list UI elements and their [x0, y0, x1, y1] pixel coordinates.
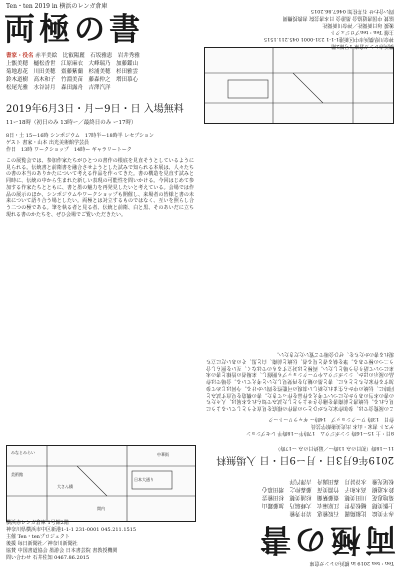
- venue-map: [6, 445, 196, 522]
- map-label: 大さん橋: [57, 484, 73, 489]
- venue-map: [204, 47, 394, 124]
- top-header-note: Ten・ten 2019 in 横浜のレンガ倉庫: [309, 560, 394, 566]
- venue-name: 横浜赤レンガ倉庫 1号館2階: [331, 43, 394, 49]
- footer-info: [199, 7, 394, 49]
- exhibition-dates: 2019年6月3日・月ー9日・日 入場無料: [6, 104, 184, 115]
- artist-row: 菊地恵花 川田美穂 齋藤紫蘭 杉浦美穂 杉田雅雲: [261, 494, 394, 500]
- event-item: 8日・土 15ー16時 シンポジウム 17時半ー18時半 レセプション: [6, 133, 154, 139]
- artist-row: 赤平美絵 比叡陽麗 石坂雅恵 岩井秀雅: [289, 510, 394, 516]
- artist-row: 赤平美絵 比叡陽麗 石坂雅恵 岩井秀雅: [35, 53, 140, 59]
- sponsor: 後援 毎日新聞社／神奈川新聞社: [322, 22, 394, 28]
- venue-address: 神奈川県横浜市中区新港1-1-1 231-0001 045.211.1515: [263, 36, 394, 42]
- contact: 問い合わせ 石井佐知 0467.86.2015: [310, 8, 394, 14]
- event-list: [6, 133, 196, 154]
- organizer: 主催 Ten・tenプロジェクト: [6, 534, 70, 540]
- artist-row: 松尾光雅 水谷詩月 森田露舟 吉澤汽洋: [6, 85, 111, 91]
- venue-name: 横浜赤レンガ倉庫 1号館2階: [6, 520, 69, 526]
- main-title: 両極の書: [256, 521, 396, 557]
- main-title: 両極の書: [4, 12, 144, 48]
- map-label: 中華街: [157, 452, 169, 457]
- event-item: 作日 13時 ワークショップ 14時ー ギャラリートーク: [268, 416, 394, 422]
- body-text: この展覧会では、参加作家たちがひとつの書作の根底を見直そうとしているように見られる。伝統書と前衛書を融合させようとした試みで知られる本展は、人々たちの書の本当のありかたについて考える作品を作ってきた。書の構造を見直す試みと同時に、伝統の中から生まれた新しい表現の可能性を問いかける。今回はじめて参加する作家たちとともに、書と墨の魅力を再発見したいと考えている。会場では作品の展示のほか、シンポジウムやワークショップも開催し、来場者の皆様と書の未来について語り合う場としたい。両極とは対立するものではなく、互いを照らし合う二つの極である。筆を執る者と見る者、伝統と前衛、白と黒、そのあいだに立ち現れる書のかたちを、ぜひ会場でご覧いただきたい。: [206, 351, 394, 411]
- artists-label: 書家・役名: [6, 53, 34, 59]
- event-item: 作日 13時 ワークショップ 14時ー ギャラリートーク: [6, 147, 132, 153]
- event-item: 8日・土 15ー16時 シンポジウム 17時半ー18時半 レセプション: [246, 430, 394, 436]
- artist-row: 松尾光雅 水谷詩月 森田露舟 吉澤汽洋: [289, 478, 394, 484]
- exhibition-dates: 2019年6月3日・月ー9日・日 入場無料: [216, 454, 394, 465]
- map-label: みなとみらい: [11, 450, 35, 455]
- contact: 問い合わせ 石井佐知 0467.86.2015: [6, 555, 90, 561]
- artist-row: 鈴木道樹 高木和子 竹淵美苗 藤森仲之 増田慕心: [6, 77, 139, 83]
- artist-row: 鈴木道樹 高木和子 竹淵美苗 藤森仲之 増田慕心: [261, 486, 394, 492]
- footer-info: [6, 520, 201, 562]
- sponsor: 後援 毎日新聞社／神奈川新聞社: [6, 541, 78, 547]
- event-item: ゲスト 書家・山本 出光美術館学芸員: [6, 140, 89, 146]
- supporter: 協賛 中国書道協会 墨游会 日本書芸院 書教授機関: [282, 15, 394, 21]
- artist-list: [6, 52, 196, 92]
- map-label: 関内: [97, 506, 105, 511]
- event-list: [204, 415, 394, 436]
- artist-row: 菊地恵花 川田美穂 齋藤紫蘭 杉浦美穂 杉田雅雲: [6, 69, 139, 75]
- top-header-note: Ten・ten 2019 in 横浜のレンガ倉庫: [6, 3, 108, 10]
- supporter: 協賛 中国書道協会 墨游会 日本書芸院 書教授機関: [6, 548, 118, 554]
- body-text: この展覧会では、参加作家たちがひとつの書作の根底を見直そうとしているように見られる。伝統書と前衛書を融合させようとした試みで知られる本展は、人々たちの書の本当のありかたについて考える作品を作ってきた。書の構造を見直す試みと同時に、伝統の中から生まれた新しい表現の可能性を問いかける。今回はじめて参加する作家たちとともに、書と墨の魅力を再発見したいと考えている。会場では作品の展示のほか、シンポジウムやワークショップも開催し、来場者の皆様と書の未来について語り合う場としたい。両極とは対立するものではなく、互いを照らし合う二つの極である。筆を執る者と見る者、伝統と前衛、白と黒、そのあいだに立ち現れる書のかたちを、ぜひ会場でご覧いただきたい。: [6, 158, 194, 218]
- map-label: 日本大通り: [134, 477, 154, 482]
- artist-row: 上甑美穂 樋松香世 江原麻衣 大峰瑞乃 加藤鑑山: [261, 502, 394, 508]
- opening-hours: 11ー18時（初日のみ 13時ー／最終日のみ ー17時）: [275, 445, 394, 451]
- artist-row: 上甑美穂 樋松香世 江原麻衣 大峰瑞乃 加藤鑑山: [6, 61, 139, 67]
- venue-address: 神奈川県横浜市中区新港1-1-1 231-0001 045.211.1515: [6, 527, 137, 533]
- organizer: 主催 Ten・tenプロジェクト: [330, 29, 394, 35]
- upside-down-panel: [200, 0, 400, 569]
- artist-list: [204, 477, 394, 517]
- event-item: ゲスト 書家・山本 出光美術館学芸員: [311, 423, 394, 429]
- opening-hours: 11ー18時（初日のみ 13時ー／最終日のみ ー17時）: [6, 120, 137, 126]
- map-label: 美術館: [11, 472, 23, 477]
- map-drawing: [205, 48, 393, 123]
